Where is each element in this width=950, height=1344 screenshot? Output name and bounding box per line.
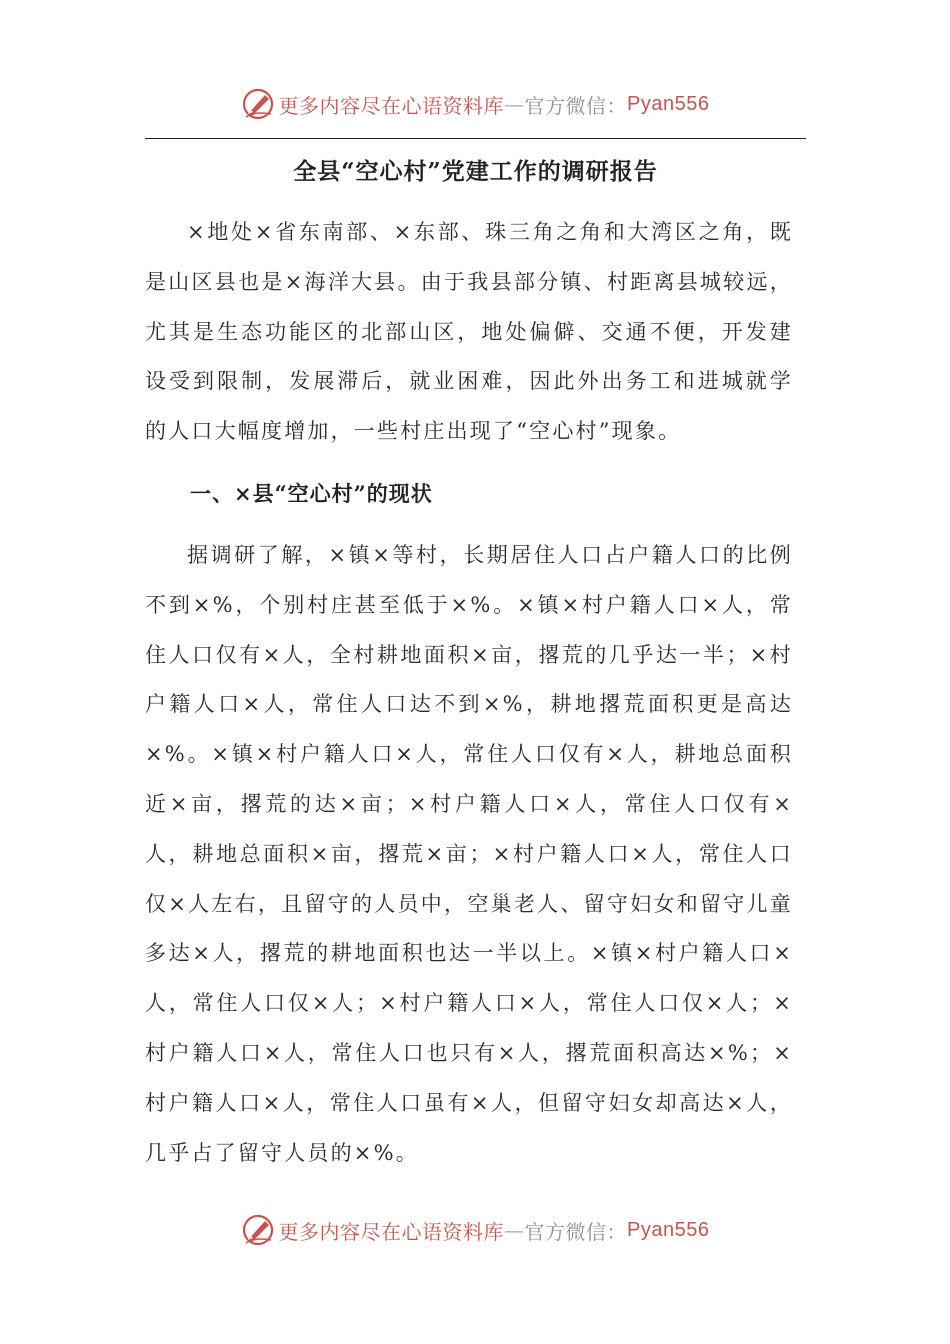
banner-wechat-id: Pyan556 [627,1218,710,1241]
banner-wechat-id: Pyan556 [627,92,710,115]
footer-banner [0,1210,950,1250]
pen-logo-icon [241,87,275,121]
banner-main-text: 更多内容尽在心语资料库 [278,1219,505,1244]
header-divider [145,138,806,139]
pen-logo-icon [241,1213,275,1247]
footer-banner-content [241,1213,710,1247]
banner-wechat-label: 官方微信： [524,93,628,118]
document-title: 全县“空心村”党建工作的调研报告 [293,158,658,185]
paragraph-status: 据调研了解，×镇×等村，长期居住人口占户籍人口的比例不到×%，个别村庄甚至低于×%。×镇×村户籍人口×人，常住人口仅有×人，全村耕地面积×亩，撂荒的几乎达一半；×村户籍人口×人，常住人口达不到×%，耕地撂荒面积更是高达×%。×镇×村户籍人口×人，常住人口仅有×人，耕地总面积近×亩，撂荒的达×亩；×村户籍人口×人，常住人口仅有×人，耕地总面积×亩，撂荒×亩；×村户籍人口×人，常住人口仅×人左右，且留守的人员中，空巢老人、留守妇女和留守儿童多达×人，撂荒的耕地面积也达一半以上。×镇×村户籍人口×人，常住人口仅×人；×村户籍人口×人，常住人口仅×人；×村户籍人口×人，常住人口也只有×人，撂荒面积高达×%；×村户籍人口×人，常住人口虽有×人，但留守妇女却高达×人，几乎占了留守人员的×%。 [145,543,793,1165]
banner-wechat-label: 官方微信： [524,1219,628,1244]
banner-main-text: 更多内容尽在心语资料库 [278,93,505,118]
banner-dash: — [504,92,525,116]
paragraph-intro: ×地处×省东南部、×东部、珠三角之角和大湾区之角，既是山区县也是×海洋大县。由于我县部分镇、村距离县城较远，尤其是生态功能区的北部山区，地处偏僻、交通不便，开发建设受到限制，发展滞后，就业困难，因此外出务工和进城就学的人口大幅度增加，一些村庄出现了“空心村”现象。 [145,220,793,444]
header-banner-content [241,87,710,121]
banner-dash: — [504,1218,525,1242]
section-heading-1: 一、×县“空心村”的现状 [190,481,433,506]
header-banner [0,84,950,124]
